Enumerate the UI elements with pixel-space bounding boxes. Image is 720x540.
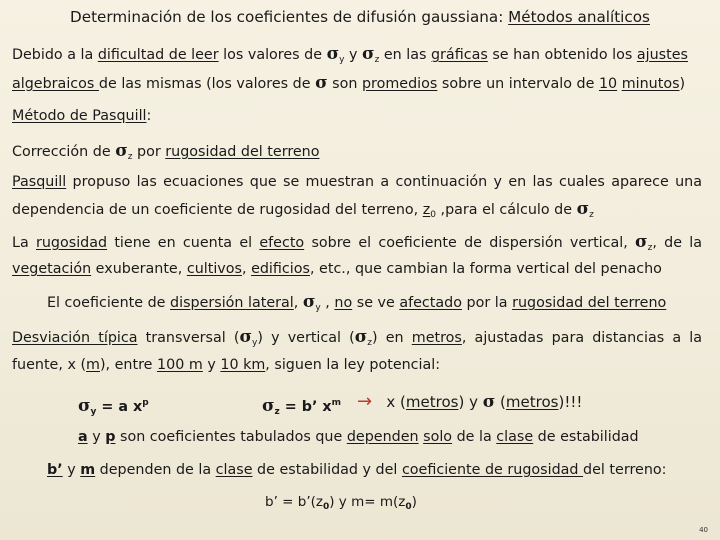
paragraph-1-line-1: Debido a la dificultad de leer los valores de $\sigma_y$ y $\sigma_z$ en las gráficas se han obtenido los ajustes	[12, 44, 688, 65]
units-note: → x (metros) y σ (metros)!!!	[357, 391, 583, 412]
page-number: 40	[699, 526, 708, 534]
slide-title: Determinación de los coeficientes de difusión gaussiana: Métodos analíticos	[70, 8, 650, 26]
paragraph-2-line-2: dependencia de un coeficiente de rugosidad del terreno, $z_0$ ,para el cálculo de $\sigma_z$	[12, 199, 594, 220]
paragraph-5-line-1: Desviación típica transversal $(\sigma_y)$ y vertical $(\sigma_z)$ en metros, ajustadas para distancias a la	[12, 327, 702, 348]
paragraph-2-line-1: Pasquill propuso las ecuaciones que se muestran a continuación y en las cuales aparece una	[12, 174, 702, 190]
paragraph-8: b’ = $b’(z_0)$ y $m= m(z_0)$	[265, 494, 417, 512]
arrow-right-icon: →	[357, 391, 373, 412]
paragraph-3-line-1: La rugosidad tiene en cuenta el efecto sobre el coeficiente de dispersión vertical, $\sigma_z$, de la	[12, 232, 702, 253]
paragraph-6: a y p son coeficientes tabulados que dependen solo de la clase de estabilidad	[78, 429, 639, 445]
paragraph-4: El coeficiente de dispersión lateral, $\sigma_y$ , no se ve afectado por la rugosidad del terreno	[47, 292, 667, 313]
equation-sigma-z: $\sigma_z = b$’ $x^m$	[262, 396, 341, 417]
equation-sigma-y: $\sigma_y = a$ $x^p$	[78, 396, 149, 417]
paragraph-3-line-2: vegetación exuberante, cultivos, edificios, etc., que cambian la forma vertical del penacho	[12, 261, 662, 277]
paragraph-1-line-2: algebraicos de las mismas (los valores de σ son promedios sobre un intervalo de 10 minutos)	[12, 73, 686, 93]
method-heading: Método de Pasquill:	[12, 108, 152, 124]
paragraph-5-line-2: fuente, x (m), entre 100 m y 10 km, siguen la ley potencial:	[12, 357, 441, 373]
correction-heading: Corrección de $\sigma_z$ por rugosidad del terreno	[12, 141, 320, 162]
paragraph-7: b’ y m dependen de la clase de estabilidad y del coeficiente de rugosidad del terreno:	[47, 462, 667, 478]
